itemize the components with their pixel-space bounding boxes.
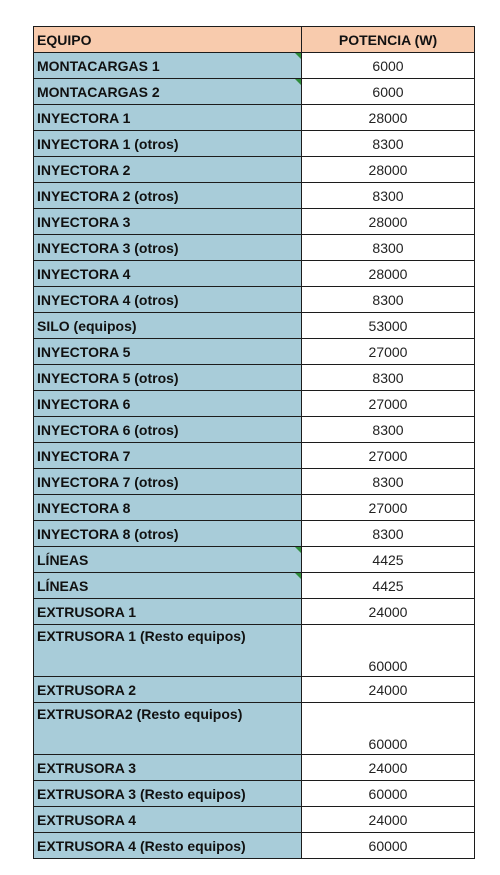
potencia-cell[interactable]: 27000	[302, 443, 475, 469]
potencia-cell[interactable]: 8300	[302, 365, 475, 391]
equipo-cell[interactable]	[34, 79, 302, 105]
potencia-cell[interactable]: 27000	[302, 495, 475, 521]
table-row	[34, 703, 475, 755]
table-row	[34, 287, 475, 313]
potencia-cell[interactable]: 6000	[302, 53, 475, 79]
equipo-cell[interactable]	[34, 573, 302, 599]
equipo-cell[interactable]: EXTRUSORA 1 (Resto equipos)	[34, 625, 302, 677]
equipo-cell[interactable]: EXTRUSORA 4 (Resto equipos)	[34, 833, 302, 859]
equipo-cell[interactable]: EXTRUSORA 4	[34, 807, 302, 833]
potencia-cell[interactable]: 8300	[302, 521, 475, 547]
equipo-cell[interactable]: INYECTORA 4	[34, 261, 302, 287]
potencia-cell[interactable]: 24000	[302, 599, 475, 625]
table-row	[34, 79, 475, 105]
equipo-cell[interactable]: SILO (equipos)	[34, 313, 302, 339]
potencia-cell[interactable]: 8300	[302, 183, 475, 209]
equipo-cell[interactable]	[34, 53, 302, 79]
comment-marker-icon[interactable]	[295, 573, 301, 579]
header-potencia[interactable]: POTENCIA (W)	[302, 27, 475, 53]
table-row	[34, 469, 475, 495]
table-row	[34, 547, 475, 573]
table-row	[34, 131, 475, 157]
potencia-cell[interactable]: 60000	[302, 703, 475, 755]
equipo-cell[interactable]: EXTRUSORA 1	[34, 599, 302, 625]
equipo-cell[interactable]: INYECTORA 7 (otros)	[34, 469, 302, 495]
equipo-label: LÍNEAS	[37, 551, 89, 568]
equipment-power-table	[33, 26, 475, 859]
equipo-cell[interactable]: INYECTORA 3	[34, 209, 302, 235]
table-row	[34, 209, 475, 235]
equipo-cell[interactable]: INYECTORA 2	[34, 157, 302, 183]
potencia-cell[interactable]: 8300	[302, 235, 475, 261]
table-row	[34, 599, 475, 625]
table-row	[34, 365, 475, 391]
potencia-cell[interactable]: 24000	[302, 807, 475, 833]
potencia-cell[interactable]: 8300	[302, 417, 475, 443]
table-row	[34, 625, 475, 677]
table-row	[34, 781, 475, 807]
potencia-cell[interactable]: 4425	[302, 547, 475, 573]
comment-marker-icon[interactable]	[295, 79, 301, 85]
potencia-cell[interactable]: 28000	[302, 157, 475, 183]
equipo-cell[interactable]: INYECTORA 5	[34, 339, 302, 365]
equipo-label: MONTACARGAS 2	[37, 83, 160, 100]
equipo-cell[interactable]: INYECTORA 7	[34, 443, 302, 469]
table-row	[34, 495, 475, 521]
potencia-cell[interactable]: 27000	[302, 391, 475, 417]
equipo-cell[interactable]: INYECTORA 6 (otros)	[34, 417, 302, 443]
table-row	[34, 833, 475, 859]
table-row	[34, 677, 475, 703]
table-row	[34, 807, 475, 833]
comment-marker-icon[interactable]	[295, 53, 301, 59]
potencia-cell[interactable]: 8300	[302, 287, 475, 313]
potencia-cell[interactable]: 28000	[302, 209, 475, 235]
equipo-cell[interactable]: EXTRUSORA 3	[34, 755, 302, 781]
table-row	[34, 521, 475, 547]
potencia-cell[interactable]: 24000	[302, 677, 475, 703]
table-row	[34, 157, 475, 183]
table-row	[34, 443, 475, 469]
header-row	[34, 27, 475, 53]
equipo-label: MONTACARGAS 1	[37, 57, 160, 74]
table-row	[34, 105, 475, 131]
equipo-cell[interactable]: INYECTORA 1 (otros)	[34, 131, 302, 157]
header-equipo[interactable]: EQUIPO	[34, 27, 302, 53]
equipo-cell[interactable]: INYECTORA 1	[34, 105, 302, 131]
table-row	[34, 235, 475, 261]
potencia-cell[interactable]: 8300	[302, 469, 475, 495]
potencia-cell[interactable]: 60000	[302, 833, 475, 859]
equipo-cell[interactable]: EXTRUSORA2 (Resto equipos)	[34, 703, 302, 755]
table-row	[34, 313, 475, 339]
equipo-cell[interactable]: INYECTORA 6	[34, 391, 302, 417]
potencia-cell[interactable]: 53000	[302, 313, 475, 339]
table-row	[34, 261, 475, 287]
equipo-cell[interactable]: INYECTORA 2 (otros)	[34, 183, 302, 209]
equipo-cell[interactable]: INYECTORA 8	[34, 495, 302, 521]
table-row	[34, 53, 475, 79]
table-row	[34, 573, 475, 599]
equipo-cell[interactable]: INYECTORA 5 (otros)	[34, 365, 302, 391]
potencia-cell[interactable]: 60000	[302, 625, 475, 677]
potencia-cell[interactable]: 28000	[302, 105, 475, 131]
potencia-cell[interactable]: 4425	[302, 573, 475, 599]
table-row	[34, 183, 475, 209]
potencia-cell[interactable]: 27000	[302, 339, 475, 365]
equipo-label: LÍNEAS	[37, 577, 89, 594]
equipo-cell[interactable]: INYECTORA 8 (otros)	[34, 521, 302, 547]
equipo-cell[interactable]: EXTRUSORA 3 (Resto equipos)	[34, 781, 302, 807]
table-row	[34, 417, 475, 443]
potencia-cell[interactable]: 60000	[302, 781, 475, 807]
table-row	[34, 391, 475, 417]
table-row	[34, 339, 475, 365]
table-row	[34, 755, 475, 781]
equipo-cell[interactable]: EXTRUSORA 2	[34, 677, 302, 703]
comment-marker-icon[interactable]	[295, 547, 301, 553]
potencia-cell[interactable]: 24000	[302, 755, 475, 781]
potencia-cell[interactable]: 28000	[302, 261, 475, 287]
equipo-cell[interactable]	[34, 547, 302, 573]
potencia-cell[interactable]: 6000	[302, 79, 475, 105]
equipo-cell[interactable]: INYECTORA 3 (otros)	[34, 235, 302, 261]
equipo-cell[interactable]: INYECTORA 4 (otros)	[34, 287, 302, 313]
potencia-cell[interactable]: 8300	[302, 131, 475, 157]
